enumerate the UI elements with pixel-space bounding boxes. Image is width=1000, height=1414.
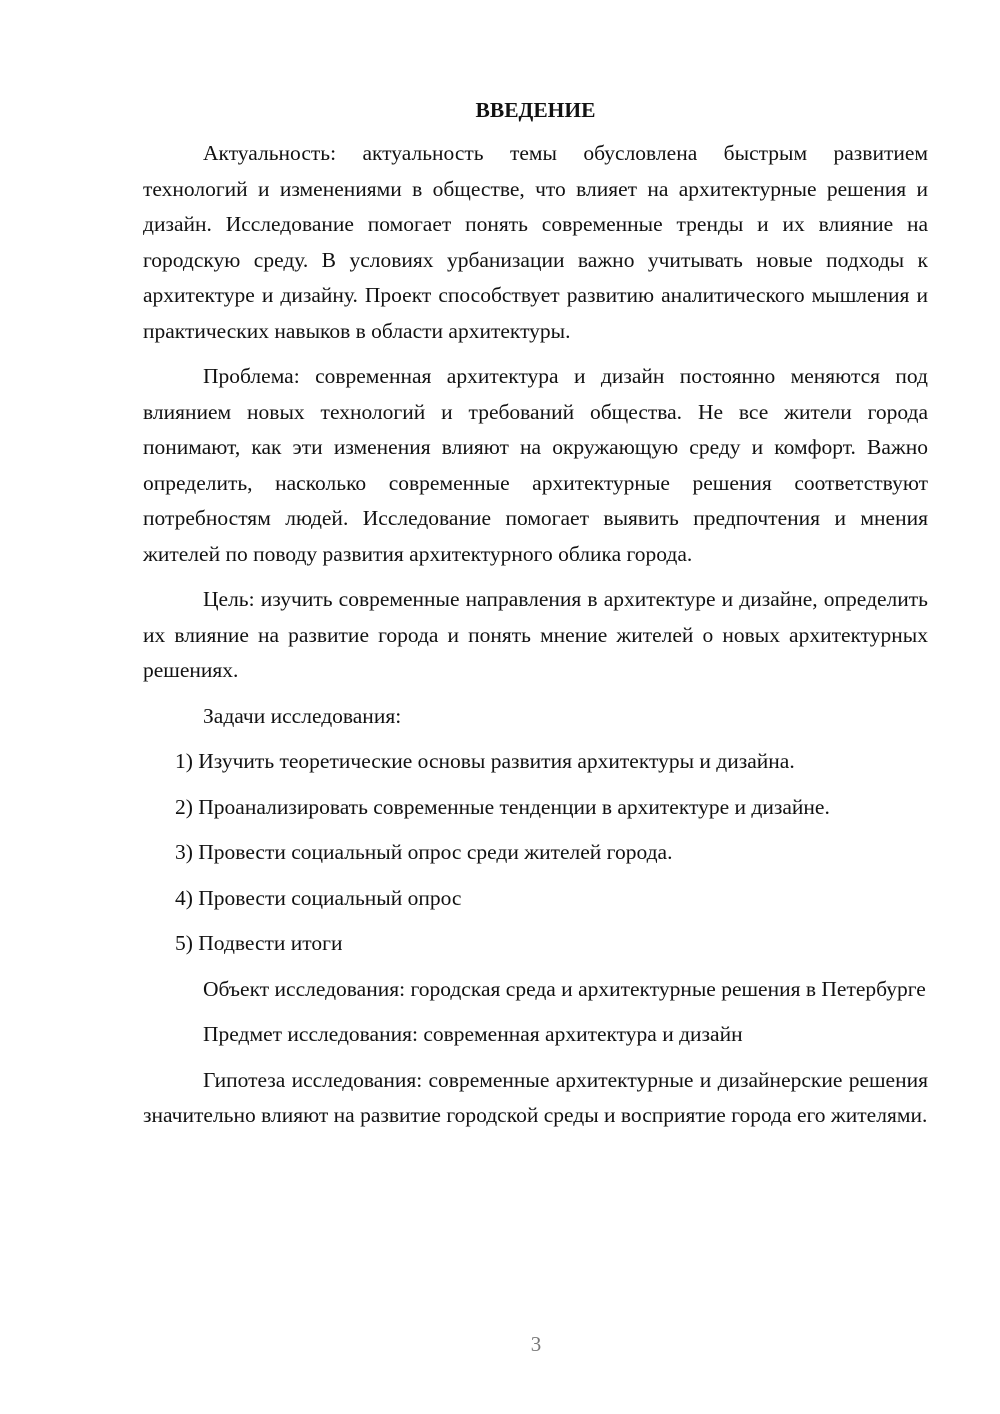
task-item-4: 4) Провести социальный опрос (175, 885, 462, 910)
section-title: ВВЕДЕНИЕ (475, 98, 596, 122)
document-page (143, 92, 928, 1144)
task-item-1: 1) Изучить теоретические основы развития архитектуры и дизайна. (175, 749, 795, 773)
subject-paragraph: Предмет исследования: современная архитектура и дизайн (203, 1022, 743, 1046)
goal-paragraph: Цель: изучить современные направления в архитектуре и дизайне, определить их влияние на развитие города и понять мнение жителей о новых архитектурных решениях. (143, 587, 928, 682)
tasks-heading: Задачи исследования: (203, 703, 402, 728)
hypothesis-paragraph: Гипотеза исследования: современные архитектурные и дизайнерские решения значительно влияют на развитие городской среды и восприятие города его жителями. (143, 1067, 928, 1127)
problem-paragraph: Проблема: современная архитектура и дизайн постоянно меняются под влиянием новых технологий и требований общества. Не все жители города понимают, как эти изменения влияют на окружающую среду и комфорт. Важно определить, насколько современные архитектурные решения соответствуют потребностям людей. Исследование помогает выявить предпочтения и мнения жителей по поводу развития архитектурного облика города. (143, 364, 928, 566)
task-item-3: 3) Провести социальный опрос среди жителей города. (175, 840, 673, 864)
page-number: 3 (530, 1332, 542, 1356)
task-item-2: 2) Проанализировать современные тенденции в архитектуре и дизайне. (175, 794, 830, 819)
object-paragraph: Объект исследования: городская среда и архитектурные решения в Петербурге (203, 976, 926, 1001)
relevance-paragraph: Актуальность: актуальность темы обусловлена быстрым развитием технологий и изменениями в обществе, что влияет на архитектурные решения и дизайн. Исследование помогает понять современные тренды и их влияние на городскую среду. В условиях урбанизации важно учитывать новые подходы к архитектуре и дизайну. Проект способствует развитию аналитического мышления и практических навыков в области архитектуры. (143, 141, 928, 343)
task-item-5: 5) Подвести итоги (175, 931, 343, 955)
